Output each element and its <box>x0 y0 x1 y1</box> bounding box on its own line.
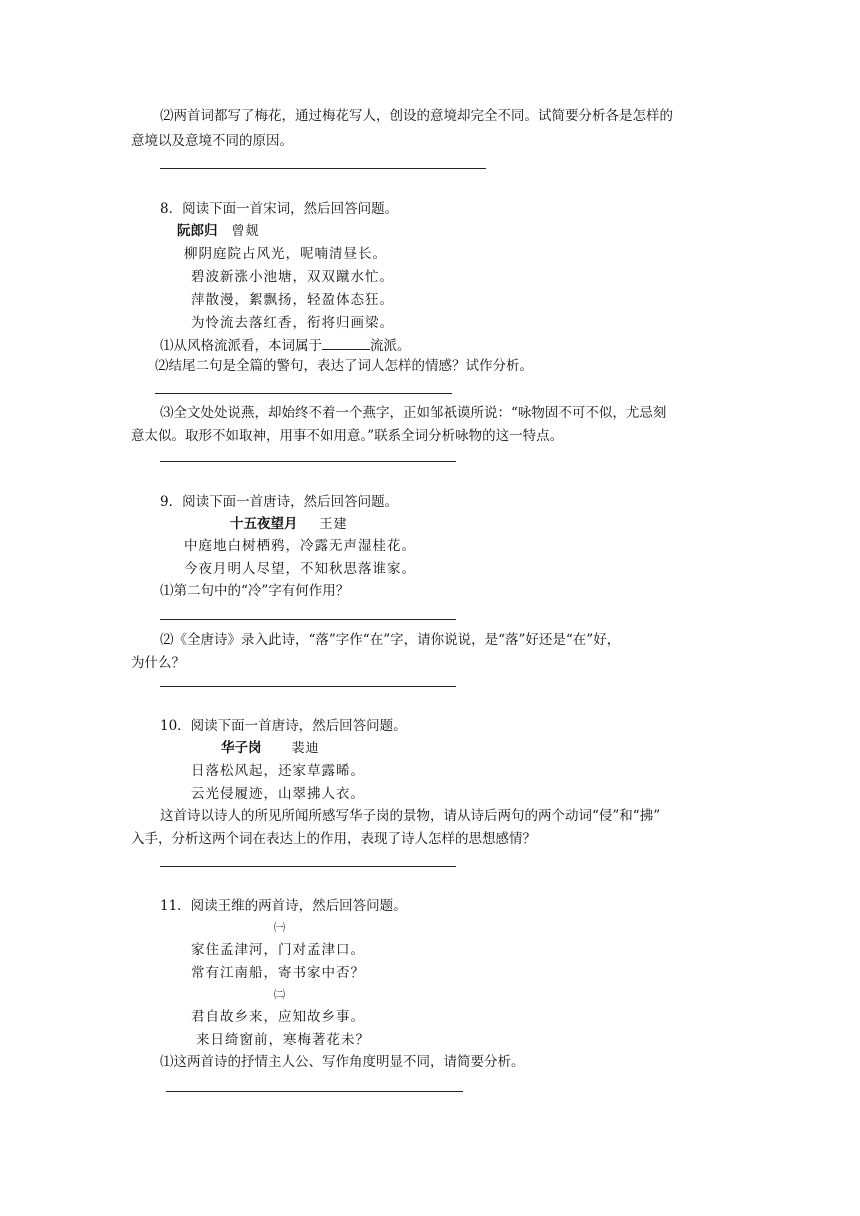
q8-poem-line: 柳阴庭院占风光，呢喃清昼长。 <box>184 246 387 262</box>
q9-author: 王建 <box>319 517 348 532</box>
q11-poem-line: 家住孟津河，门对孟津口。 <box>191 942 365 958</box>
q10-poem-line: 云光侵履迹，山翠拂人衣。 <box>191 786 365 802</box>
q8-title: 阮郎归 <box>177 223 218 239</box>
q11-poem-line: 来日绮窗前，寒梅著花未？ <box>196 1032 370 1048</box>
q9-question-2-line2: 为什么？ <box>131 655 185 671</box>
q10-question-line1: 这首诗以诗人的所见所闻所感写华子岗的景物，请从诗后两句的两个动词“侵”和“拂” <box>160 808 661 824</box>
q10-title: 华子岗 <box>221 740 262 756</box>
q11-poem-line: 君自故乡来，应知故乡事。 <box>191 1009 365 1025</box>
q11-intro: 11．阅读王维的两首诗，然后回答问题。 <box>160 898 407 914</box>
q10-question-line2: 入手，分析这两个词在表达上的作用，表现了诗人怎样的思想感情？ <box>131 831 536 847</box>
q11-part2-label: ㈡ <box>274 988 285 1001</box>
answer-line[interactable] <box>166 1091 463 1092</box>
q8-q1-text-end: 流派。 <box>370 338 411 354</box>
q9-poem-line: 今夜月明人尽望，不知秋思落谁家。 <box>184 561 416 577</box>
q8-question-2: ⑵结尾二句是全篇的警句，表达了词人怎样的情感？试作分析。 <box>155 358 533 374</box>
answer-line[interactable] <box>160 619 456 620</box>
q8-poem-line: 萍散漫，絮飘扬，轻盈体态狂。 <box>191 292 394 308</box>
answer-line[interactable] <box>160 686 456 687</box>
q7-part2-line1: ⑵两首词都写了梅花，通过梅花写人，创设的意境却完全不同。试简要分析各是怎样的 <box>160 108 673 124</box>
q8-poem-line: 为怜流去落红香，衔将归画梁。 <box>191 315 394 331</box>
answer-line[interactable] <box>155 393 452 394</box>
q7-part2-line2: 意境以及意境不同的原因。 <box>131 133 293 149</box>
q10-intro: 10．阅读下面一首唐诗，然后回答问题。 <box>160 718 407 734</box>
q9-question-2-line1: ⑵《全唐诗》录入此诗，“落”字作“在”字，请你说说，是“落”好还是“在”好， <box>160 632 621 648</box>
q9-question-1: ⑴第二句中的“冷”字有何作用？ <box>160 583 350 599</box>
q10-author: 裴迪 <box>291 741 320 756</box>
q9-poem-line: 中庭地白树栖鸦，冷露无声湿桂花。 <box>184 538 416 554</box>
answer-line[interactable] <box>160 866 456 867</box>
q8-poem-heading <box>177 221 260 242</box>
answer-line[interactable] <box>160 168 486 169</box>
q11-poem-line: 常有江南船，寄书家中否？ <box>191 965 365 981</box>
q9-title: 十五夜望月 <box>230 516 298 532</box>
q8-author: 曾觌 <box>231 224 260 239</box>
answer-line[interactable] <box>160 461 456 462</box>
q9-intro: 9．阅读下面一首唐诗，然后回答问题。 <box>160 494 399 510</box>
q11-part1-label: ㈠ <box>274 921 285 934</box>
q8-poem-line: 碧波新涨小池塘，双双蹴水忙。 <box>191 269 394 285</box>
q8-question-3-line1: ⑶全文处处说燕，却始终不着一个燕字，正如邹祇谟所说：“咏物固不可不似，尤忌刻 <box>160 405 667 421</box>
fill-in-blank[interactable] <box>322 335 370 350</box>
q10-poem-heading <box>221 738 320 759</box>
q9-poem-heading <box>230 514 348 535</box>
q8-question-3-line2: 意太似。取形不如取神，用事不如用意。”联系全词分析咏物的这一特点。 <box>131 428 564 444</box>
q8-intro: 8．阅读下面一首宋词，然后回答问题。 <box>160 201 399 217</box>
q8-question-1 <box>160 335 411 356</box>
q11-question-1: ⑴这两首诗的抒情主人公、写作角度明显不同，请简要分析。 <box>160 1054 525 1070</box>
q10-poem-line: 日落松风起，还家草露晞。 <box>191 763 365 779</box>
q8-q1-text: ⑴从风格流派看，本词属于 <box>160 338 322 354</box>
